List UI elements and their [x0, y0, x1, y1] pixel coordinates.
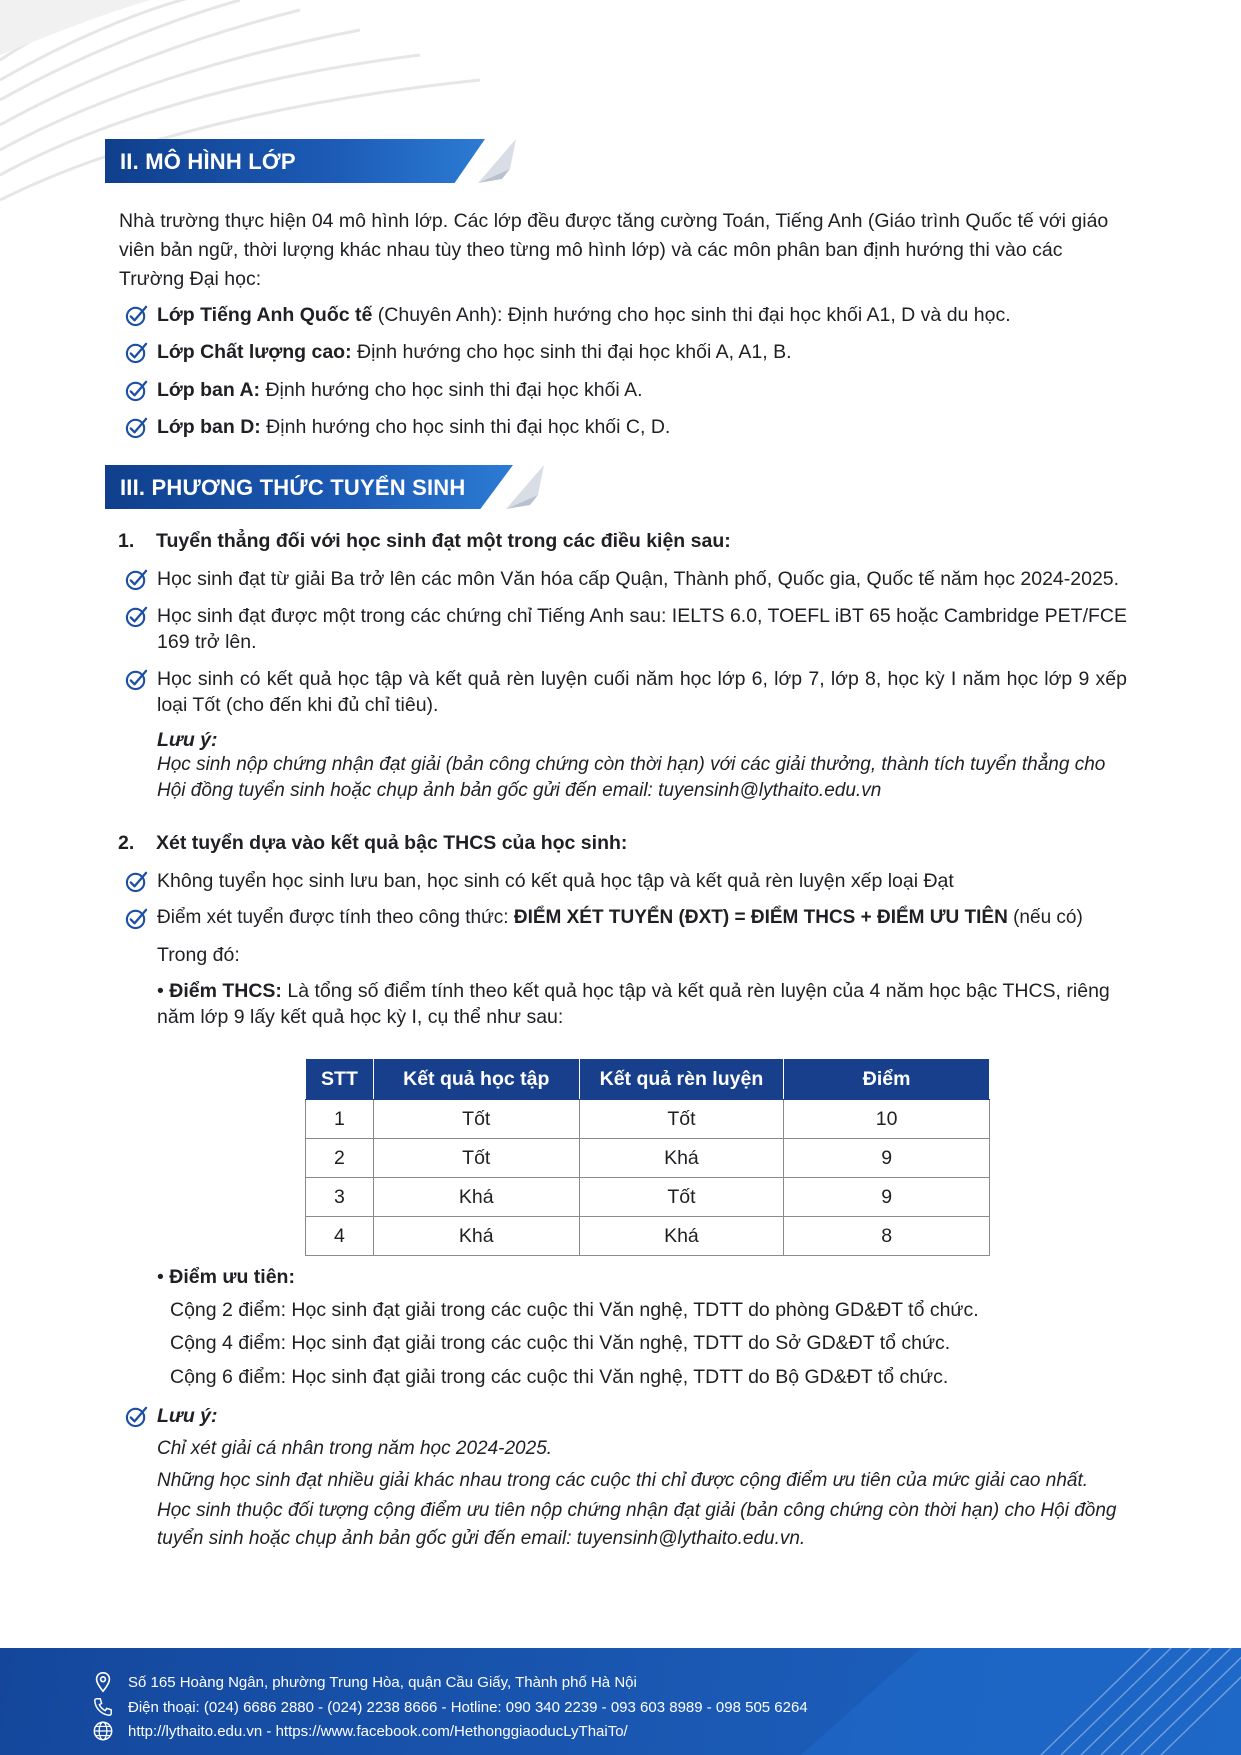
- heading-number: 2.: [118, 832, 135, 854]
- diem-uu-tien-label: Điểm ưu tiên:: [169, 1266, 295, 1288]
- item-text: Học sinh đạt được một trong các chứng chỉ Tiếng Anh sau: IELTS 6.0, TOEFL iBT 65 hoặc Cambridge PET/FCE 169 trở lên.: [157, 605, 1127, 653]
- check-circle-icon: [125, 416, 148, 439]
- table-cell: Tốt: [579, 1100, 784, 1139]
- item-text: Định hướng cho học sinh thi đại học khối A, A1, B.: [351, 341, 792, 363]
- item-text: Định hướng cho học sinh thi đại học khối A.: [260, 379, 643, 401]
- item-label: Lớp Tiếng Anh Quốc tế: [157, 304, 373, 326]
- table-header-cell: Kết quả rèn luyện: [579, 1059, 784, 1100]
- check-circle-icon: [125, 907, 148, 930]
- bullet: •: [157, 1266, 170, 1288]
- table-header-cell: STT: [306, 1059, 374, 1100]
- location-pin-icon: [92, 1671, 114, 1693]
- footer: [0, 1648, 1241, 1755]
- note-label: Lưu ý:: [157, 1405, 218, 1427]
- score-table: [305, 1058, 990, 1256]
- diem-thcs-text: Là tổng số điểm tính theo kết quả học tập và kết quả rèn luyện của 4 năm học bậc THCS, riêng năm lớp 9 lấy kết quả học kỳ I, cụ thể như sau:: [157, 980, 1110, 1028]
- note-line: Những học sinh đạt nhiều giải khác nhau trong các cuộc thi chỉ được cộng điểm ưu tiên của mức giải cao nhất.: [157, 1470, 1089, 1491]
- item-text: Định hướng cho học sinh thi đại học khối C, D.: [260, 416, 671, 438]
- table-cell: 10: [784, 1100, 990, 1139]
- check-circle-icon: [125, 304, 148, 327]
- table-cell: 9: [784, 1178, 990, 1217]
- heading-text: Xét tuyển dựa vào kết quả bậc THCS của học sinh:: [156, 832, 628, 854]
- intro-paragraph: Nhà trường thực hiện 04 mô hình lớp. Các lớp đều được tăng cường Toán, Tiếng Anh (Giáo trình Quốc tế với giáo viên bản ngữ, thời lượng khác nhau tùy theo từng mô hình lớp) và các môn phân ban định hướng thi vào các Trường Đại học:: [119, 210, 1109, 290]
- check-circle-icon: [125, 605, 148, 628]
- note-line: Chỉ xét giải cá nhân trong năm học 2024-2025.: [157, 1438, 553, 1459]
- phone-icon: [92, 1696, 114, 1718]
- table-header-cell: Điểm: [784, 1059, 990, 1100]
- uu-tien-line: Cộng 4 điểm: Học sinh đạt giải trong các cuộc thi Văn nghệ, TDTT do Sở GD&ĐT tổ chức.: [170, 1332, 951, 1354]
- globe-icon: [92, 1720, 114, 1742]
- check-circle-icon: [125, 668, 148, 691]
- formula-suffix: (nếu có): [1007, 907, 1083, 928]
- diem-uu-tien-heading: [157, 1263, 557, 1292]
- page-curl-icon: [496, 465, 544, 509]
- diem-thcs-label: Điểm THCS:: [169, 980, 282, 1002]
- footer-phone: Điện thoại: (024) 6686 2880 - (024) 2238 8666 - Hotline: 090 340 2239 - 093 603 8989 - 098 505 6264: [128, 1699, 808, 1716]
- table-cell: Khá: [373, 1217, 579, 1256]
- table-cell: 2: [306, 1139, 374, 1178]
- item-label: Lớp Chất lượng cao:: [157, 341, 352, 363]
- table-cell: 8: [784, 1217, 990, 1256]
- note-label: Lưu ý:: [157, 729, 218, 751]
- table-cell: Khá: [579, 1139, 784, 1178]
- heading-text: Tuyển thẳng đối với học sinh đạt một trong các điều kiện sau:: [156, 530, 731, 552]
- heading-number: 1.: [118, 530, 135, 552]
- uu-tien-line: Cộng 2 điểm: Học sinh đạt giải trong các cuộc thi Văn nghệ, TDTT do phòng GD&ĐT tổ chức.: [170, 1299, 979, 1321]
- item-text: Không tuyển học sinh lưu ban, học sinh có kết quả học tập và kết quả rèn luyện xếp loại Đạt: [157, 870, 954, 892]
- table-header-row: [306, 1059, 990, 1100]
- table-cell: 9: [784, 1139, 990, 1178]
- footer-web[interactable]: http://lythaito.edu.vn - https://www.facebook.com/HethonggiaoducLyThaiTo/: [128, 1723, 628, 1740]
- table-row: [306, 1100, 990, 1139]
- table-cell: 4: [306, 1217, 374, 1256]
- table-cell: Tốt: [373, 1139, 579, 1178]
- formula-prefix: Điểm xét tuyển được tính theo công thức:: [157, 907, 514, 928]
- note-text: Học sinh nộp chứng nhận đạt giải (bản công chứng còn thời hạn) với các giải thưởng, thành tích tuyển thẳng cho Hội đồng tuyển sinh hoặc chụp ảnh bản gốc gửi đến email: tuyensinh@lythaito.edu.vn: [157, 754, 1106, 801]
- item-text: Học sinh có kết quả học tập và kết quả rèn luyện cuối năm học lớp 6, lớp 7, lớp 8, học kỳ I năm học lớp 9 xếp loại Tốt (cho đến khi đủ chỉ tiêu).: [157, 668, 1127, 716]
- table-cell: 3: [306, 1178, 374, 1217]
- check-circle-icon: [125, 341, 148, 364]
- item-text: Học sinh đạt từ giải Ba trở lên các môn Văn hóa cấp Quận, Thành phố, Quốc gia, Quốc tế năm học 2024-2025.: [157, 568, 1120, 590]
- trong-do-label: Trong đó:: [157, 944, 240, 966]
- table-cell: Tốt: [579, 1178, 784, 1217]
- table-header-cell: Kết quả học tập: [373, 1059, 579, 1100]
- check-circle-icon: [125, 870, 148, 893]
- footer-address: Số 165 Hoàng Ngân, phường Trung Hòa, quận Cầu Giấy, Thành phố Hà Nội: [128, 1674, 637, 1691]
- table-row: [306, 1217, 990, 1256]
- table-cell: Khá: [373, 1178, 579, 1217]
- bullet: •: [157, 980, 170, 1002]
- table-row: [306, 1178, 990, 1217]
- item-label: Lớp ban D:: [157, 416, 261, 438]
- uu-tien-line: Cộng 6 điểm: Học sinh đạt giải trong các cuộc thi Văn nghệ, TDTT do Bộ GD&ĐT tổ chức.: [170, 1366, 949, 1388]
- diem-thcs-paragraph: [157, 978, 1127, 1030]
- table-cell: Khá: [579, 1217, 784, 1256]
- check-circle-icon: [125, 1405, 148, 1428]
- item-text: (Chuyên Anh): Định hướng cho học sinh thi đại học khối A1, D và du học.: [372, 304, 1011, 326]
- section-title: II. MÔ HÌNH LỚP: [120, 149, 296, 174]
- item-label: Lớp ban A:: [157, 379, 261, 401]
- formula: ĐIỂM XÉT TUYỂN (ĐXT) = ĐIỂM THCS + ĐIỂM ƯU TIÊN: [513, 907, 1008, 928]
- page-curl-icon: [468, 139, 516, 183]
- check-circle-icon: [125, 379, 148, 402]
- check-circle-icon: [125, 568, 148, 591]
- table-row: [306, 1139, 990, 1178]
- section-title: III. PHƯƠNG THỨC TUYỂN SINH: [120, 475, 466, 500]
- table-cell: 1: [306, 1100, 374, 1139]
- table-cell: Tốt: [373, 1100, 579, 1139]
- note-line: Học sinh thuộc đối tượng cộng điểm ưu tiên nộp chứng nhận đạt giải (bản công chứng còn thời hạn) cho Hội đồng tuyển sinh hoặc chụp ảnh bản gốc gửi đến email: tuyensinh@lythaito.edu.vn.: [157, 1500, 1117, 1549]
